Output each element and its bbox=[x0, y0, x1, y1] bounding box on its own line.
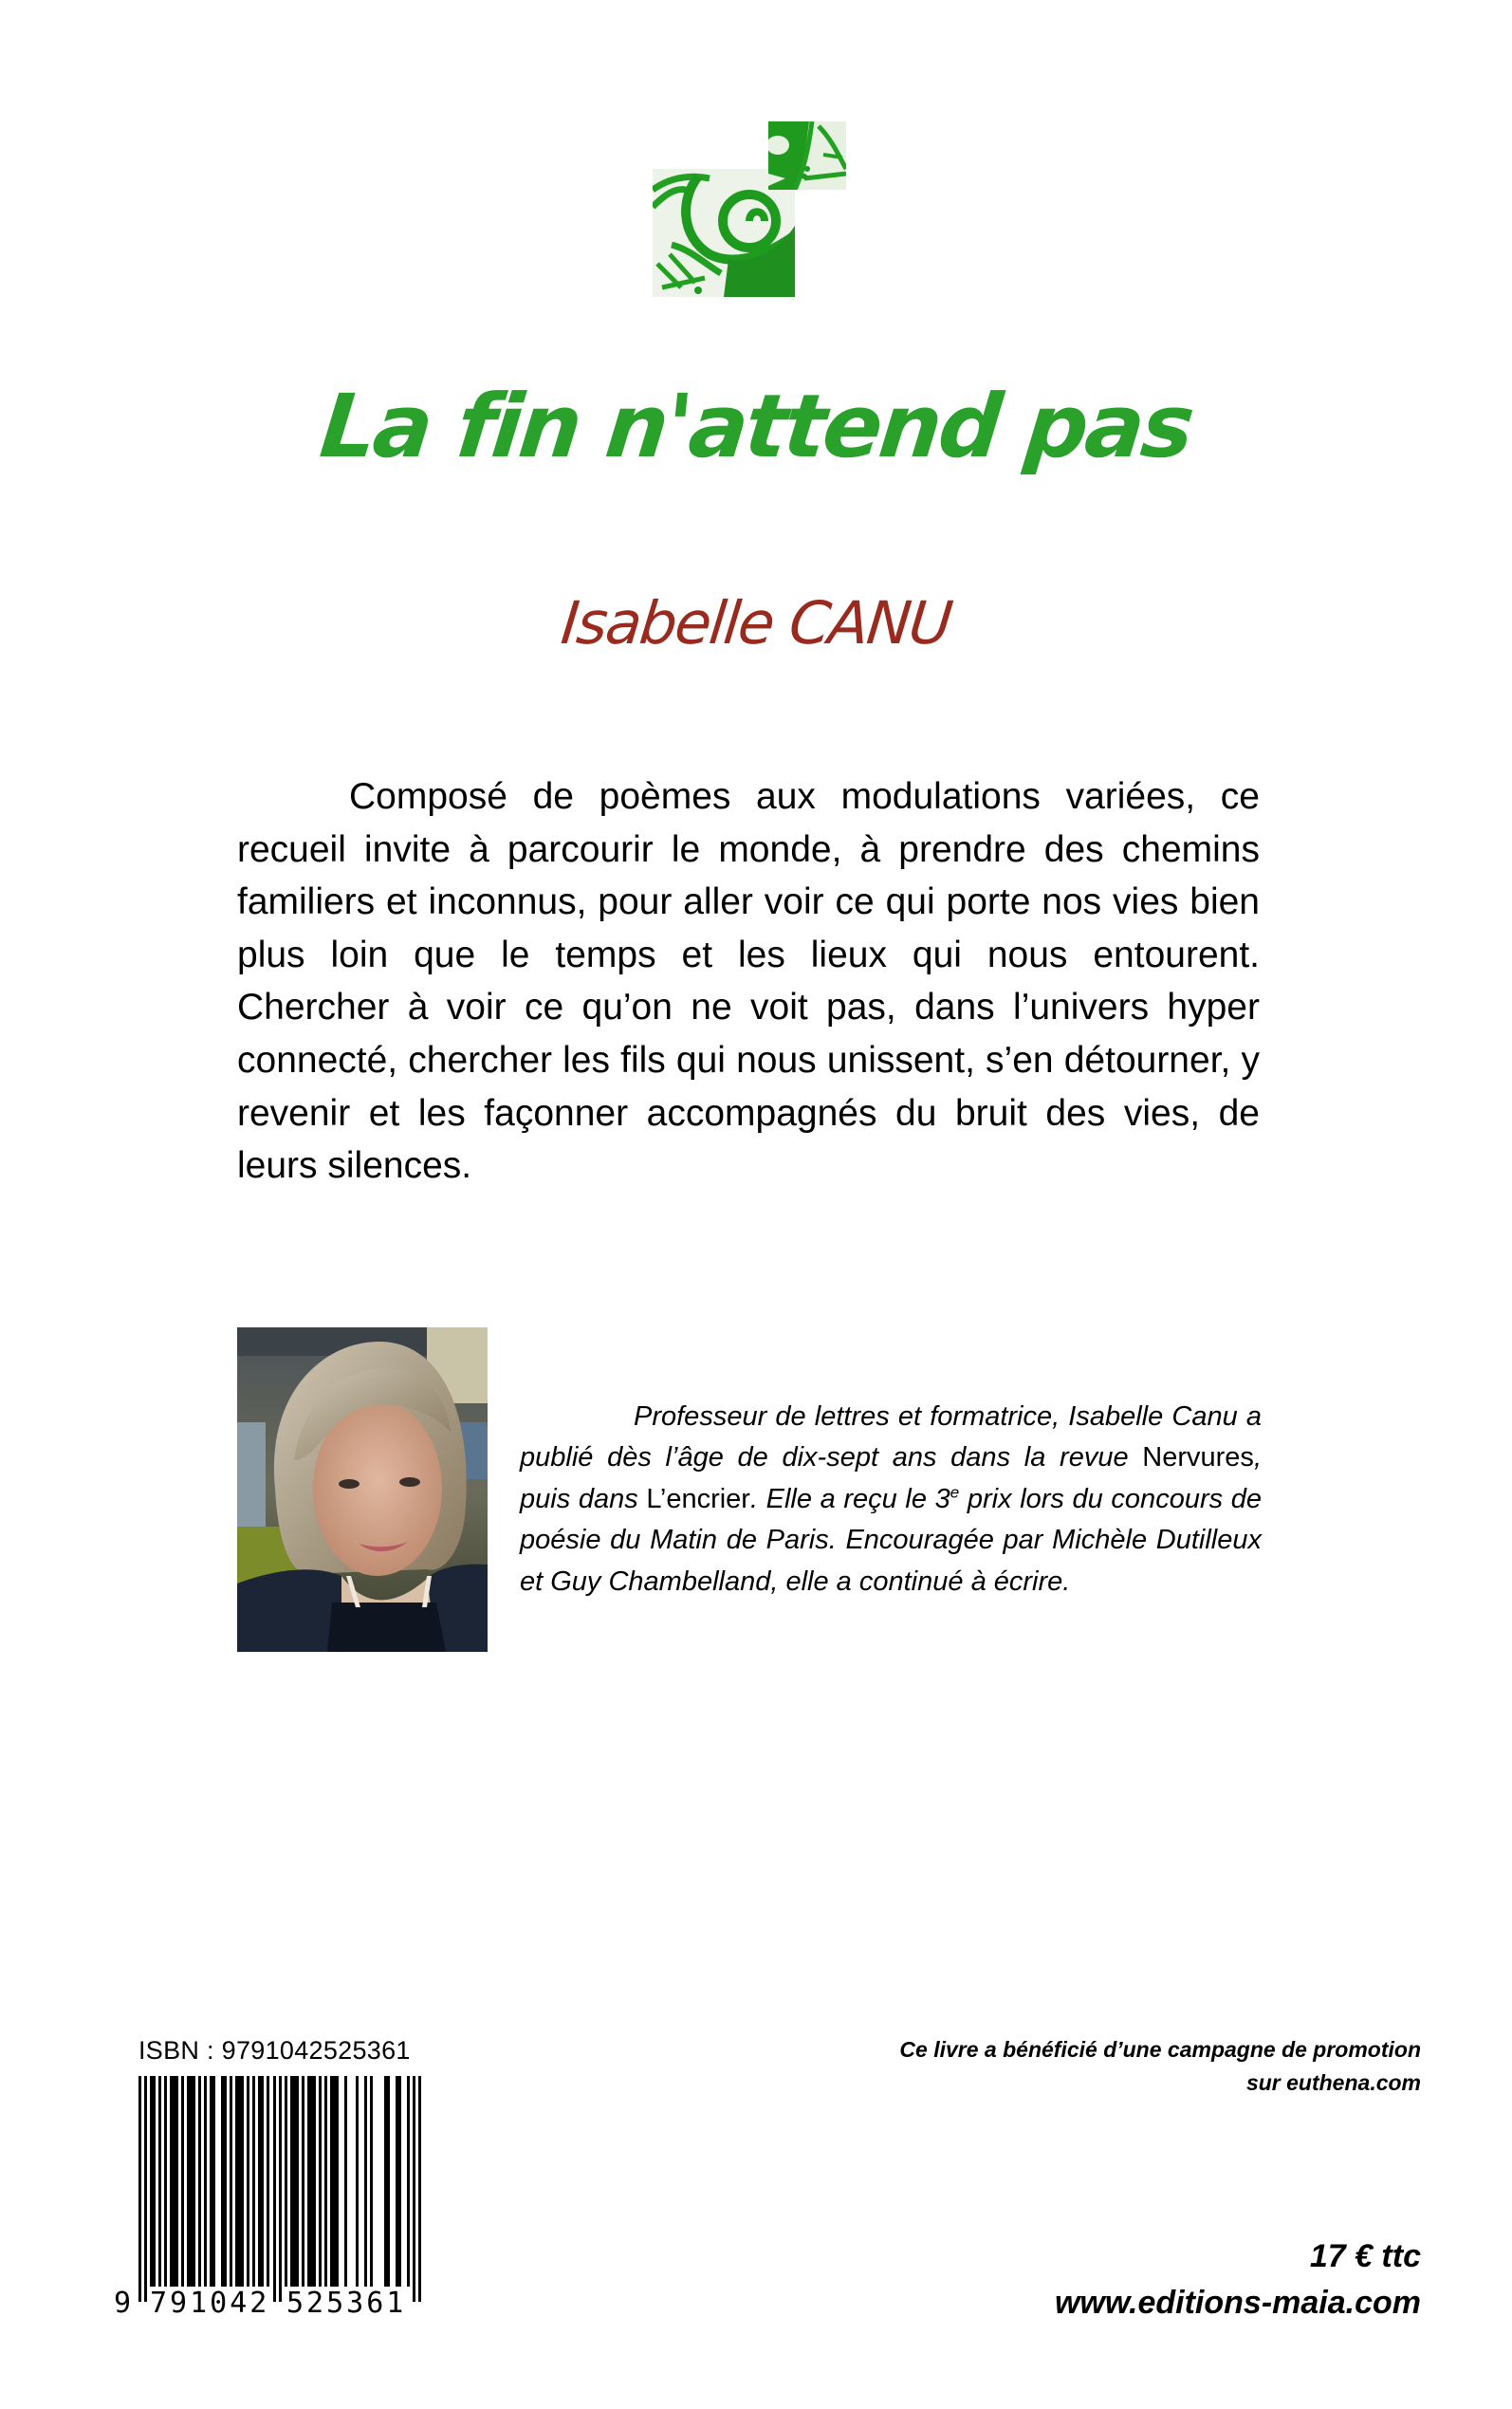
author-name-text: Isabelle CANU bbox=[558, 588, 954, 658]
promotion-line-1: Ce livre a bénéficié d’une campagne de promotion bbox=[899, 2037, 1421, 2062]
author-bio bbox=[520, 1397, 1262, 1603]
author-name bbox=[0, 581, 1512, 666]
bio-journal-2: L’encrier bbox=[646, 1483, 750, 1514]
book-title bbox=[0, 365, 1512, 489]
price-label: 17 € ttc bbox=[1309, 2238, 1421, 2274]
bio-ordinal-superscript: e bbox=[950, 1483, 960, 1502]
publisher-website-link[interactable]: www.editions-maia.com bbox=[1054, 2285, 1421, 2321]
isbn-label: ISBN : 9791042525361 bbox=[138, 2036, 411, 2065]
promotion-note bbox=[757, 2033, 1421, 2100]
bio-journal-1: Nervures bbox=[1142, 1442, 1254, 1473]
isbn-barcode bbox=[112, 2076, 439, 2321]
author-photo bbox=[237, 1327, 488, 1652]
bio-text-2: , puis dans bbox=[520, 1442, 1262, 1514]
bio-text-3: . Elle a reçu le 3 bbox=[749, 1483, 950, 1514]
barcode-digits-left: 791042 bbox=[150, 2287, 270, 2320]
publisher-logo-icon bbox=[653, 121, 846, 297]
bio-text-1: Professeur de lettres et formatrice, Isabelle Canu a publié dès l’âge de dix-sept ans dans la revue bbox=[520, 1401, 1262, 1473]
bio-text-4: prix lors du concours de poésie du Matin de Paris. Encouragée par Michèle Dutilleux et Guy Chambelland, elle a continué à écrire. bbox=[520, 1483, 1262, 1597]
promotion-line-2: sur euthena.com bbox=[1245, 2070, 1421, 2095]
barcode-digit-first: 9 bbox=[114, 2287, 132, 2320]
synopsis-paragraph: Composé de poèmes aux modulations variées, ce recueil invite à parcourir le monde, à prendre des chemins familiers et inconnus, pour aller voir ce qui porte nos vies bien plus loin que le temps et les lieux qui nous entourent. Chercher à voir ce qu’on ne voit pas, dans l’univers hyper connecté, chercher les fils qui nous unissent, s’en détourner, y revenir et les façonner accompagnés du bruit des vies, de leurs silences. bbox=[237, 776, 1260, 1187]
barcode-digits-right: 525361 bbox=[286, 2287, 407, 2320]
book-title-text: La fin n'attend pas bbox=[315, 376, 1197, 477]
barcode-icon bbox=[112, 2076, 439, 2321]
